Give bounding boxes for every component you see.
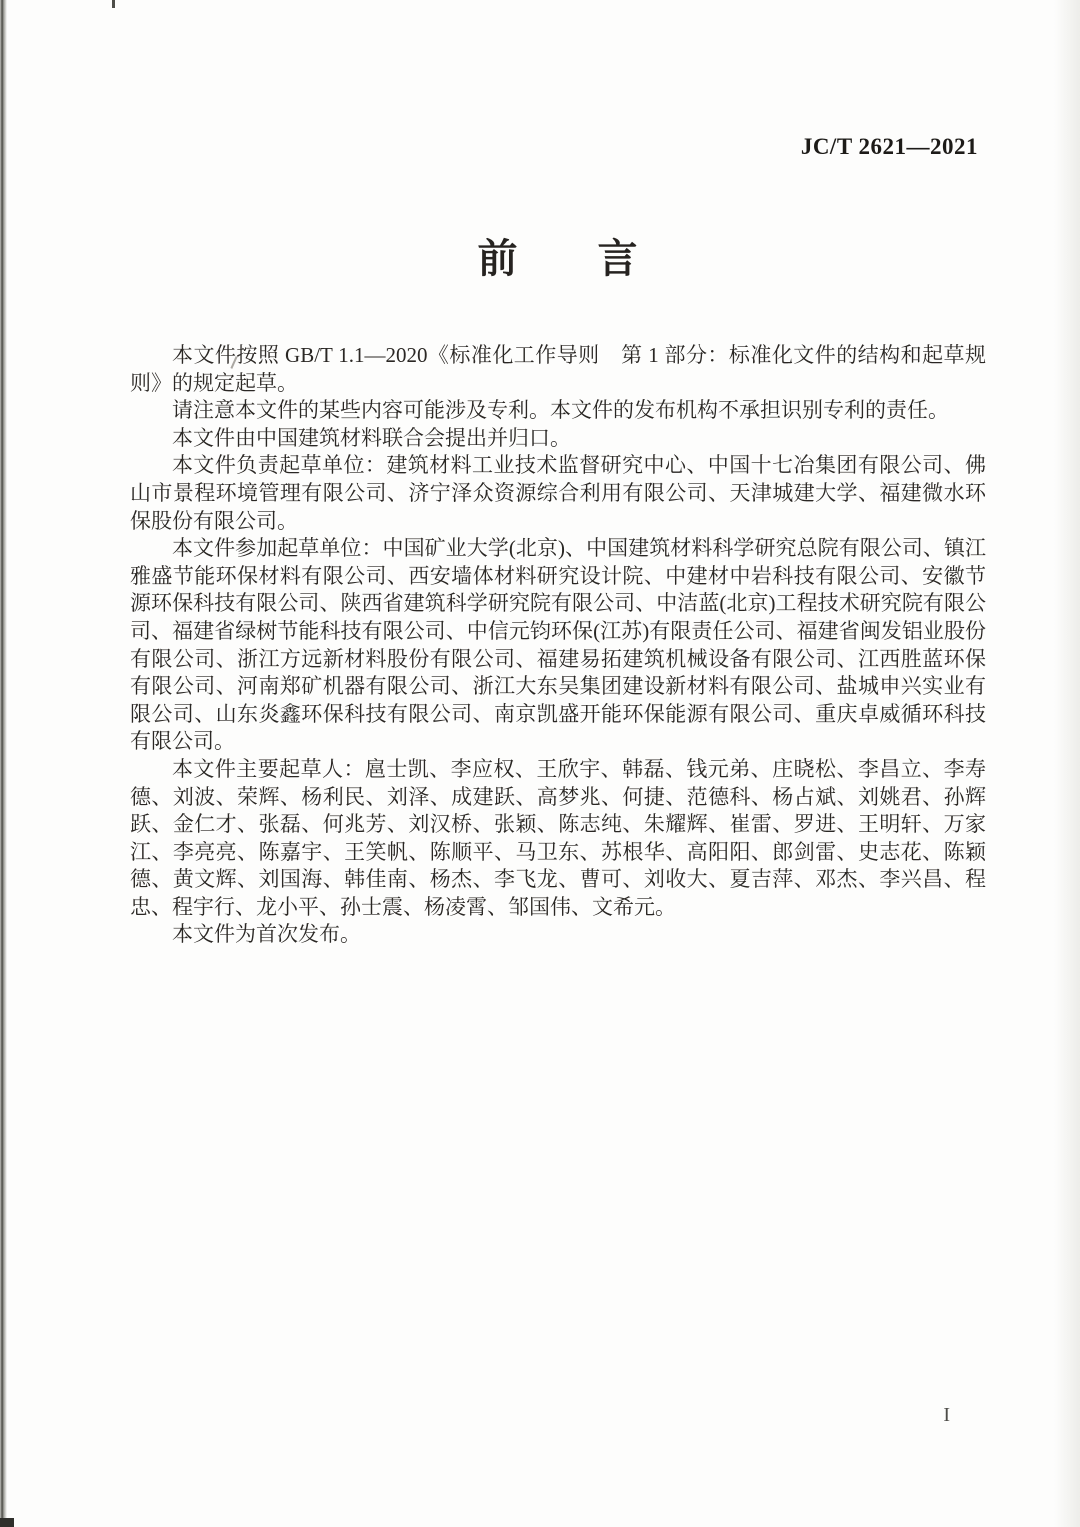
standard-code-header: JC/T 2621—2021 xyxy=(800,134,978,159)
paragraph-proposing-body: 本文件由中国建筑材料联合会提出并归口。 xyxy=(172,425,571,450)
scan-shade-artifact xyxy=(1054,0,1080,1527)
paragraph-drafting-basis: 本文件按照 GB/T 1.1—2020《标准化工作导则 第 1 部分：标准化文件的结构和起草规则》的规定起草。 xyxy=(130,343,986,395)
scan-corner-mark xyxy=(0,1518,14,1527)
scan-tick-mark xyxy=(112,0,115,8)
paragraph-lead-drafters: 本文件负责起草单位：建筑材料工业技术监督研究中心、中国十七冶集团有限公司、佛山市景程环境管理有限公司、济宁泽众资源综合利用有限公司、天津城建大学、福建微水环保股份有限公司。 xyxy=(130,453,986,533)
paragraph-first-release: 本文件为首次发布。 xyxy=(172,922,361,947)
scan-edge-artifact xyxy=(0,0,7,1527)
paragraph-main-drafters: 本文件主要起草人：扈士凯、李应权、王欣宇、韩磊、钱元弟、庄晓松、李昌立、李寿德、刘波、荣辉、杨利民、刘泽、成建跃、高梦兆、何捷、范德科、杨占斌、刘姚君、孙辉跃、金仁才、张磊、何兆芳、刘汉桥、张颖、陈志纯、朱耀辉、崔雷、罗进、王明轩、万家江、李亮亮、陈嘉宇、王笑帆、陈顺平、马卫东、苏根华、高阳阳、郎剑雷、史志花、陈颖德、黄文辉、刘国海、韩佳南、杨杰、李飞龙、曹可、刘收大、夏吉萍、邓杰、李兴昌、程忠、程宇行、龙小平、孙士震、杨凌霄、邹国伟、文希元。 xyxy=(130,756,986,919)
paragraph-patent-notice: 请注意本文件的某些内容可能涉及专利。本文件的发布机构不承担识别专利的责任。 xyxy=(172,398,949,423)
paragraph-participants: 本文件参加起草单位：中国矿业大学(北京)、中国建筑材料科学研究总院有限公司、镇江雅盛节能环保材料有限公司、西安墙体材料研究设计院、中建材中岩科技有限公司、安徽节源环保科技有限公司、陕西省建筑科学研究院有限公司、中洁蓝(北京)工程技术研究院有限公司、福建省绿树节能科技有限公司、中信元钧环保(江苏)有限责任公司、福建省闽发铝业股份有限公司、浙江方远新材料股份有限公司、福建易拓建筑机械设备有限公司、江西胜蓝环保有限公司、河南郑矿机器有限公司、浙江大东吴集团建设新材料有限公司、盐城申兴实业有限公司、山东炎鑫环保科技有限公司、南京凯盛开能环保能源有限公司、重庆卓威循环科技有限公司。 xyxy=(130,536,986,754)
foreword-body xyxy=(130,342,986,949)
page-number: I xyxy=(943,1404,950,1426)
foreword-title: 前 言 xyxy=(477,237,638,281)
